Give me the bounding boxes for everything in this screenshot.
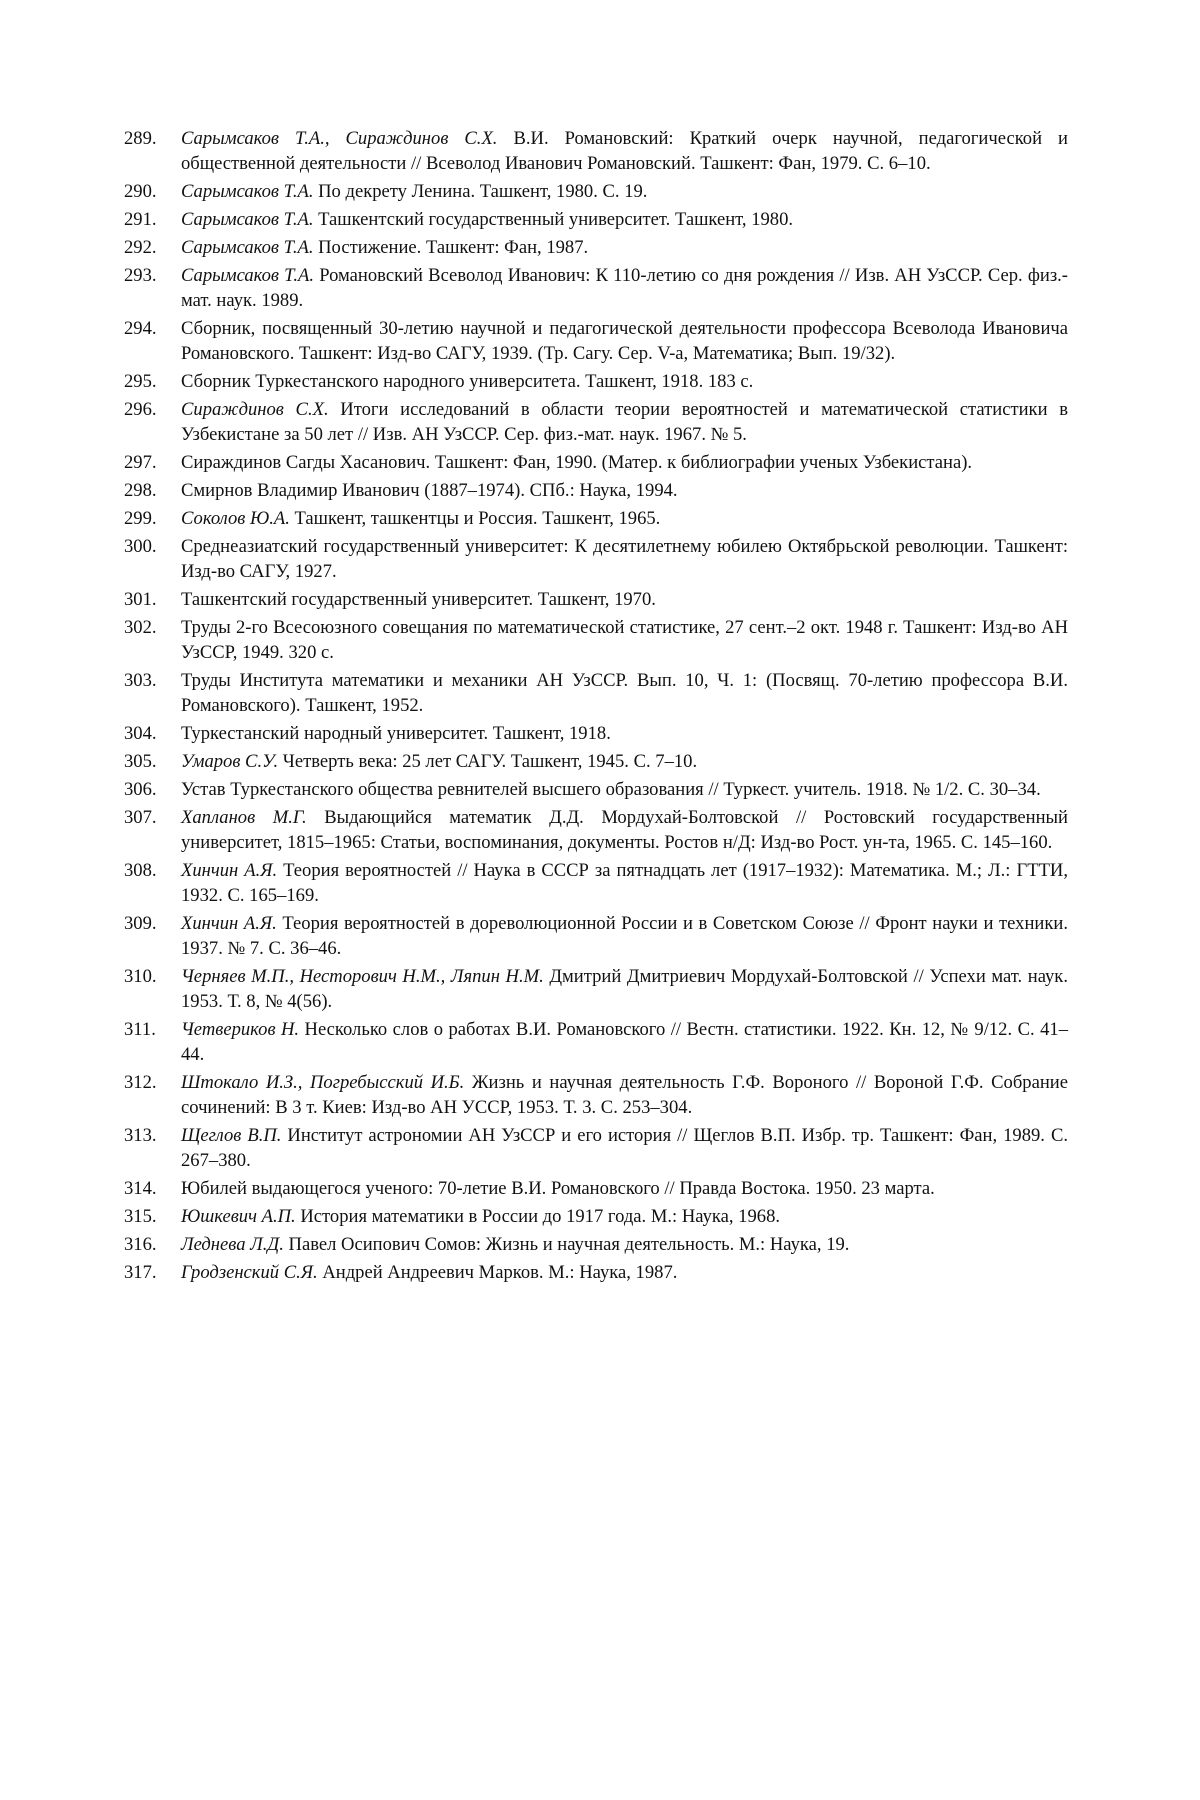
reference-author: Сарымсаков Т.А. [181,265,315,286]
reference-entry [124,749,1068,774]
reference-author: Леднева Л.Д. [181,1234,284,1255]
reference-text: Труды Института математики и механики АН УзССР. Вып. 10, Ч. 1: (Посвящ. 70-летию профессора В.И. Романовского). Ташкент, 1952. [181,670,1068,716]
reference-entry [124,534,1068,584]
reference-number: 317. [124,1262,157,1283]
reference-text: Смирнов Владимир Иванович (1887–1974). СПб.: Наука, 1994. [181,480,678,501]
reference-entry [124,207,1068,232]
reference-author: Сарымсаков Т.А. [181,237,314,258]
reference-author: Хинчин А.Я. [181,913,277,934]
reference-text: Романовский Всеволод Иванович: К 110-летию со дня рождения // Изв. АН УзССР. Сер. физ.-мат. наук. 1989. [181,265,1069,311]
reference-number: 306. [124,779,157,800]
reference-entry [124,235,1068,260]
reference-number: 291. [124,209,157,230]
reference-number: 292. [124,237,157,258]
reference-entry [124,126,1068,176]
reference-entry [124,668,1068,718]
reference-entry [124,911,1068,961]
reference-text: Жизнь и научная деятельность Г.Ф. Вороного // Вороной Г.Ф. Собрание сочинений: В 3 т. Киев: Изд-во АН УССР, 1953. Т. 3. С. 253–304. [181,1072,1068,1118]
reference-entry [124,1260,1068,1285]
reference-author: Умаров С.У. [181,751,279,772]
reference-number: 315. [124,1206,157,1227]
reference-text: Сборник, посвященный 30-летию научной и педагогической деятельности профессора Всеволода Ивановича Романовского. Ташкент: Изд-во САГУ, 1939. (Тр. Сагу. Сер. V-а, Математика; Вып. 19/32). [181,318,1068,364]
reference-text: Ташкентский государственный университет. Ташкент, 1980. [313,209,794,230]
reference-entry [124,1176,1068,1201]
reference-number: 299. [124,508,157,529]
reference-entry [124,450,1068,475]
reference-text: Андрей Андреевич Марков. М.: Наука, 1987. [317,1262,678,1283]
reference-number: 302. [124,617,157,638]
reference-author: Щеглов В.П. [181,1125,282,1146]
reference-number: 294. [124,318,157,339]
reference-entry [124,777,1068,802]
reference-number: 311. [124,1019,156,1040]
reference-text: Юбилей выдающегося ученого: 70-летие В.И. Романовского // Правда Востока. 1950. 23 марта. [181,1178,935,1199]
reference-number: 313. [124,1125,157,1146]
bibliography-list [124,126,1068,1288]
reference-entry [124,369,1068,394]
reference-number: 297. [124,452,157,473]
reference-text: Выдающийся математик Д.Д. Мордухай-Болтовской // Ростовский государственный университет, 1815–1965: Статьи, воспоминания, документы. Ростов н/Д: Изд-во Рост. ун-та, 1965. С. 145–160. [181,807,1068,853]
reference-text: Итоги исследований в области теории вероятностей и математической статистики в Узбекистане за 50 лет // Изв. АН УзССР. Сер. физ.-мат. наук. 1967. № 5. [181,399,1068,445]
reference-author: Сираждинов С.Х. [181,399,329,420]
reference-entry [124,263,1068,313]
reference-text: Сираждинов Сагды Хасанович. Ташкент: Фан, 1990. (Матер. к библиографии ученых Узбекистана). [181,452,973,473]
reference-entry [124,964,1068,1014]
reference-entry [124,805,1068,855]
reference-text: Несколько слов о работах В.И. Романовского // Вестн. статистики. 1922. Кн. 12, № 9/12. С. 41–44. [181,1019,1068,1065]
reference-number: 298. [124,480,157,501]
reference-number: 314. [124,1178,157,1199]
reference-author: Хапланов М.Г. [181,807,307,828]
reference-text: Среднеазиатский государственный университет: К десятилетнему юбилею Октябрьской революции. Ташкент: Изд-во САГУ, 1927. [181,536,1068,582]
reference-entry [124,1017,1068,1067]
reference-text: Устав Туркестанского общества ревнителей высшего образования // Туркест. учитель. 1918. № 1/2. С. 30–34. [181,779,1041,800]
reference-number: 312. [124,1072,157,1093]
reference-number: 304. [124,723,157,744]
reference-text: История математики в России до 1917 года. М.: Наука, 1968. [295,1206,781,1227]
reference-entry [124,858,1068,908]
reference-entry [124,587,1068,612]
reference-text: Туркестанский народный университет. Ташкент, 1918. [181,723,611,744]
reference-number: 296. [124,399,157,420]
reference-entry [124,179,1068,204]
reference-author: Хинчин А.Я. [181,860,278,881]
reference-author: Гродзенский С.Я. [181,1262,318,1283]
reference-author: Соколов Ю.А. [181,508,290,529]
reference-author: Сарымсаков Т.А. [181,209,314,230]
reference-author: Штокало И.З., Погребысский И.Б. [181,1072,465,1093]
reference-author: Сарымсаков Т.А., Сираждинов С.Х. [181,128,498,149]
reference-text: В.И. Романовский: Краткий очерк научной, педагогической и общественной деятельности // Всеволод Иванович Романовский. Ташкент: Фан, 1979. С. 6–10. [181,128,1068,174]
reference-number: 295. [124,371,157,392]
reference-number: 293. [124,265,157,286]
reference-text: Труды 2-го Всесоюзного совещания по математической статистике, 27 сент.–2 окт. 1948 г. Ташкент: Изд-во АН УзССР, 1949. 320 с. [181,617,1068,663]
reference-text: Ташкентский государственный университет. Ташкент, 1970. [181,589,656,610]
reference-entry [124,1070,1068,1120]
reference-text: Дмитрий Дмитриевич Мордухай-Болтовской // Успехи мат. наук. 1953. Т. 8, № 4(56). [181,966,1068,1012]
reference-text: Теория вероятностей // Наука в СССР за пятнадцать лет (1917–1932): Математика. М.; Л.: ГТТИ, 1932. С. 165–169. [181,860,1069,906]
reference-text: Ташкент, ташкентцы и Россия. Ташкент, 1965. [289,508,661,529]
reference-number: 316. [124,1234,157,1255]
reference-number: 308. [124,860,157,881]
reference-number: 300. [124,536,157,557]
reference-number: 303. [124,670,157,691]
reference-number: 305. [124,751,157,772]
reference-entry [124,397,1068,447]
reference-text: Павел Осипович Сомов: Жизнь и научная деятельность. М.: Наука, 19. [283,1234,850,1255]
reference-entry [124,615,1068,665]
reference-author: Сарымсаков Т.А. [181,181,314,202]
reference-text: Четверть века: 25 лет САГУ. Ташкент, 1945. С. 7–10. [278,751,698,772]
reference-text: Постижение. Ташкент: Фан, 1987. [313,237,589,258]
reference-entry [124,721,1068,746]
reference-entry [124,506,1068,531]
reference-number: 309. [124,913,157,934]
reference-number: 310. [124,966,157,987]
reference-entry [124,478,1068,503]
reference-number: 307. [124,807,157,828]
reference-number: 289. [124,128,157,149]
reference-entry [124,1232,1068,1257]
reference-author: Юшкевич А.П. [181,1206,296,1227]
reference-number: 290. [124,181,157,202]
reference-text: Сборник Туркестанского народного университета. Ташкент, 1918. 183 с. [181,371,754,392]
reference-entry [124,1123,1068,1173]
reference-number: 301. [124,589,157,610]
reference-text: Институт астрономии АН УзССР и его история // Щеглов В.П. Избр. тр. Ташкент: Фан, 1989. С. 267–380. [181,1125,1068,1171]
reference-entry [124,1204,1068,1229]
reference-entry [124,316,1068,366]
reference-text: Теория вероятностей в дореволюционной России и в Советском Союзе // Фронт науки и техники. 1937. № 7. С. 36–46. [181,913,1068,959]
reference-author: Четвериков Н. [181,1019,300,1040]
reference-text: По декрету Ленина. Ташкент, 1980. С. 19. [313,181,648,202]
reference-author: Черняев М.П., Несторович Н.М., Ляпин Н.М. [181,966,544,987]
